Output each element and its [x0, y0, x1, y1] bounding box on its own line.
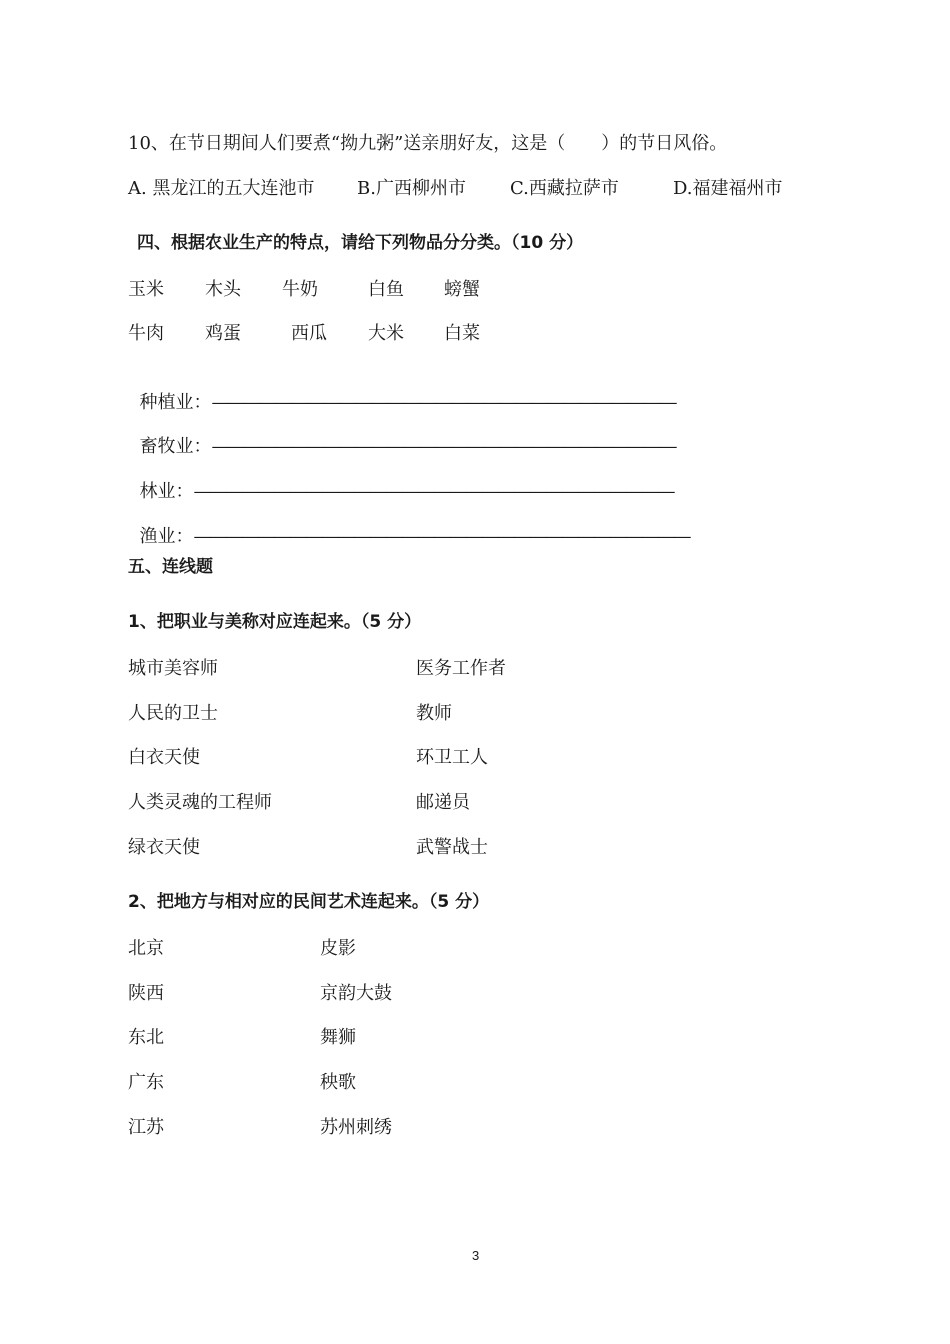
section-5-heading: 五、连线题	[128, 557, 213, 577]
matching-q2-title: 2、把地方与相对应的民间艺术连起来。（5 分）	[128, 892, 490, 912]
fill-blank[interactable]: ——————————————————————————————	[193, 481, 674, 502]
fill-label: 渔业：	[139, 526, 194, 547]
fill-row-fishery	[128, 501, 689, 549]
fill-label: 林业：	[139, 481, 194, 502]
item-word: 玉米	[128, 279, 164, 300]
fill-blank[interactable]: ———————————————————————————————	[193, 526, 690, 547]
match-left-item[interactable]: 城市美容师	[128, 658, 218, 679]
item-word: 木头	[205, 279, 241, 300]
q10-option-b: B.广西柳州市	[357, 178, 466, 199]
q10-option-d: D.福建福州市	[673, 178, 783, 199]
match-left-item[interactable]: 白衣天使	[128, 747, 200, 768]
fill-row-forestry	[128, 456, 673, 504]
match-right-item[interactable]: 教师	[416, 703, 452, 724]
item-word: 鸡蛋	[205, 323, 241, 344]
match-right-item[interactable]: 苏州刺绣	[320, 1117, 392, 1138]
question-10-stem: 10、在节日期间人们要煮“拗九粥”送亲朋好友，这是（ ）的节日风俗。	[128, 133, 728, 154]
match-left-item[interactable]: 陕西	[128, 983, 164, 1004]
fill-blank[interactable]: —————————————————————————————	[211, 392, 676, 413]
match-right-item[interactable]: 邮递员	[416, 792, 470, 813]
match-right-item[interactable]: 武警战士	[416, 837, 488, 858]
match-left-item[interactable]: 江苏	[128, 1117, 164, 1138]
match-right-item[interactable]: 秧歌	[320, 1072, 356, 1093]
fill-label: 畜牧业：	[139, 436, 212, 457]
fill-blank[interactable]: —————————————————————————————	[211, 436, 676, 457]
match-left-item[interactable]: 广东	[128, 1072, 164, 1093]
matching-q1-title: 1、把职业与美称对应连起来。（5 分）	[128, 612, 422, 632]
match-right-item[interactable]: 京韵大鼓	[320, 983, 392, 1004]
fill-row-husbandry	[128, 411, 675, 459]
section-4-heading: 四、根据农业生产的特点，请给下列物品分分类。（10 分）	[137, 233, 584, 253]
item-word: 牛肉	[128, 323, 164, 344]
match-left-item[interactable]: 东北	[128, 1027, 164, 1048]
match-left-item[interactable]: 北京	[128, 938, 164, 959]
q10-option-a: A. 黑龙江的五大连池市	[128, 178, 315, 199]
match-right-item[interactable]: 舞狮	[320, 1027, 356, 1048]
match-right-item[interactable]: 皮影	[320, 938, 356, 959]
item-word: 西瓜	[291, 323, 327, 344]
match-left-item[interactable]: 人类灵魂的工程师	[128, 792, 272, 813]
item-word: 大米	[368, 323, 404, 344]
item-word: 牛奶	[282, 279, 318, 300]
q10-option-c: C.西藏拉萨市	[510, 178, 619, 199]
item-word: 白菜	[444, 323, 480, 344]
match-left-item[interactable]: 人民的卫士	[128, 703, 218, 724]
item-word: 螃蟹	[444, 279, 480, 300]
match-left-item[interactable]: 绿衣天使	[128, 837, 200, 858]
fill-row-planting	[128, 367, 675, 415]
page-number: 3	[472, 1248, 480, 1263]
fill-label: 种植业：	[139, 392, 212, 413]
match-right-item[interactable]: 医务工作者	[416, 658, 506, 679]
item-word: 白鱼	[368, 279, 404, 300]
match-right-item[interactable]: 环卫工人	[416, 747, 488, 768]
